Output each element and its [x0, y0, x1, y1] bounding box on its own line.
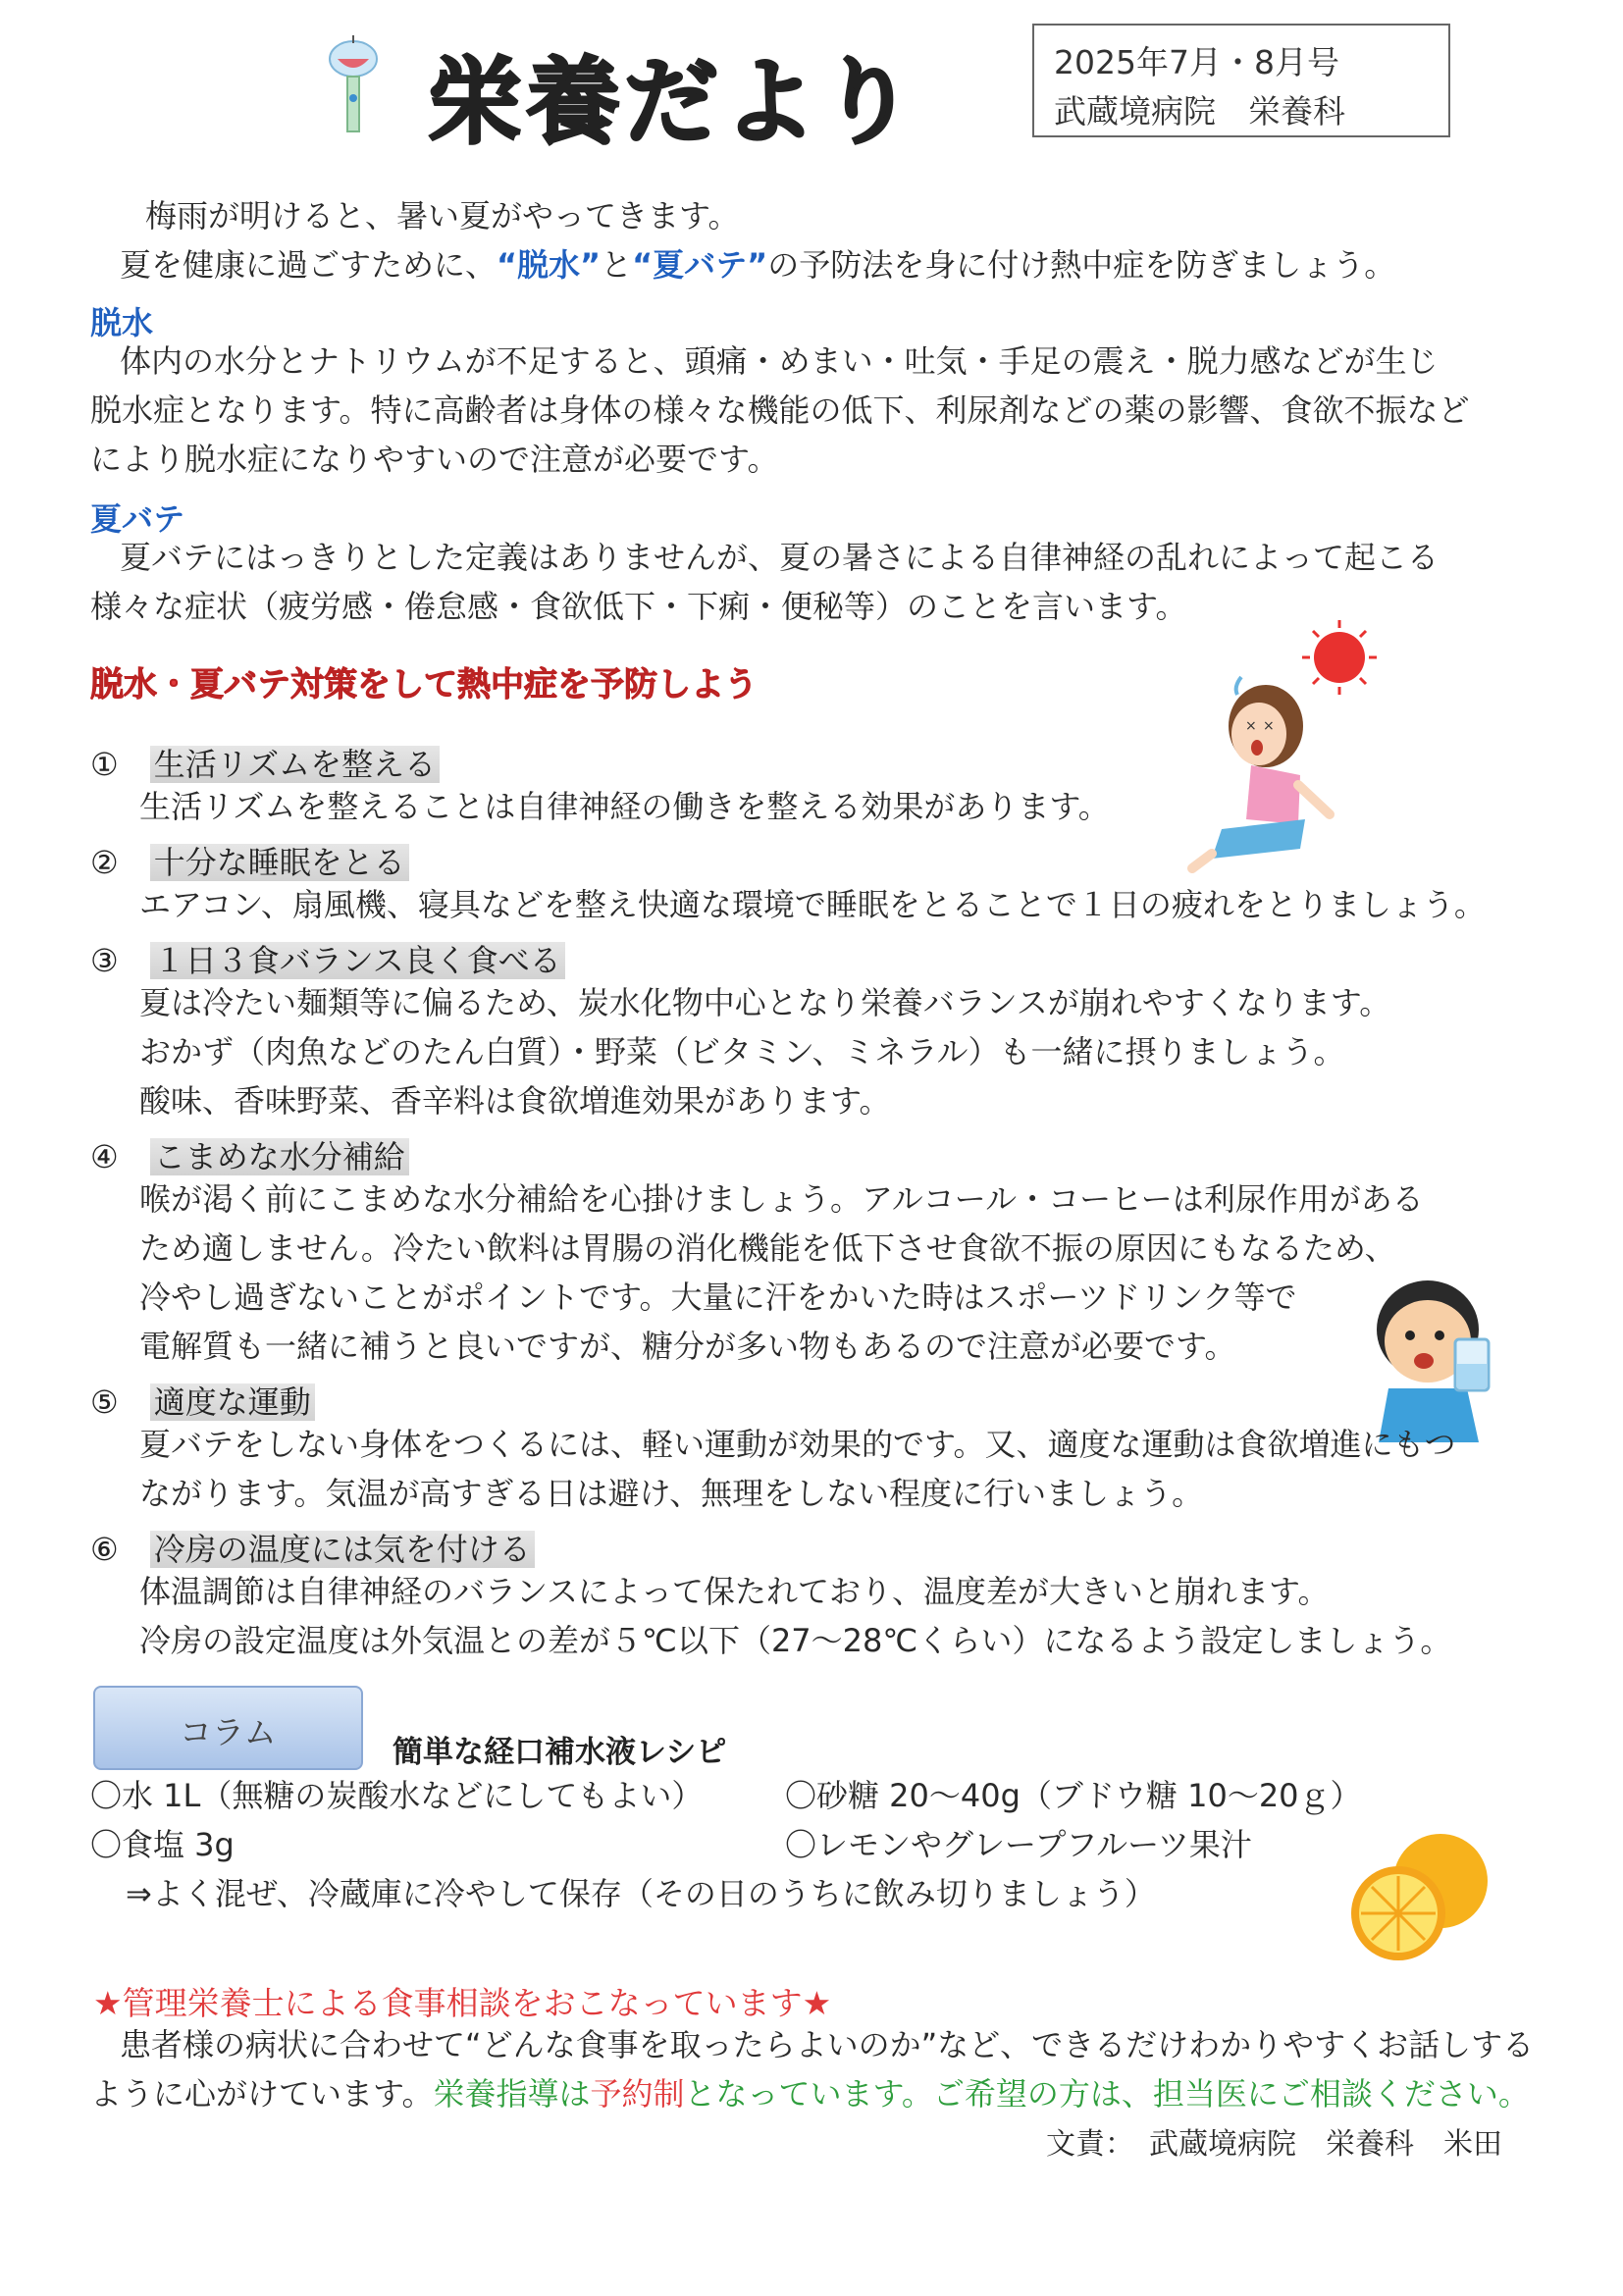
item-text: 体温調節は自律神経のバランスによって保たれており、温度差が大きいと崩れます。	[139, 1573, 1330, 1610]
recipe-title: 簡単な経口補水液レシピ	[393, 1735, 727, 1770]
paragraph-line: により脱水症になりやすいので注意が必要です。	[90, 441, 779, 478]
item-heading-hydration: ④ こまめな水分補給	[90, 1132, 409, 1177]
intro-line-2: 夏を健康に過ごすために、“脱水”と“夏バテ”の予防法を身に付け熱中症を防ぎましょう。	[120, 246, 1396, 284]
item-heading-aircon: ⑥ 冷房の温度には気を付ける	[90, 1525, 535, 1570]
consultation-line-1: 患者様の病状に合わせて“どんな食事を取ったらよいのか”など、できるだけわかりやすくお話しする	[120, 2026, 1535, 2063]
item-heading-meals: ③ １日３食バランス良く食べる	[90, 936, 565, 981]
item-text: 冷房の設定温度は外気温との差が５℃以下（27～28℃くらい）になるよう設定しましょう。	[139, 1622, 1452, 1659]
section-heading-dehydration: 脱水	[90, 304, 154, 341]
item-text: 生活リズムを整えることは自律神経の働きを整える効果があります。	[139, 788, 1110, 825]
issue-date: 2025年7月・8月号	[1054, 43, 1339, 81]
item-text: 夏は冷たい麺類等に偏るため、炭水化物中心となり栄養バランスが崩れやすくなります。	[139, 984, 1391, 1021]
wind-chime-icon	[324, 29, 383, 137]
item-text: 冷やし過ぎないことがポイントです。大量に汗をかいた時はスポーツドリンク等で	[139, 1278, 1297, 1316]
paragraph-line: 様々な症状（疲労感・倦怠感・食欲低下・下痢・便秘等）のことを言います。	[90, 588, 1187, 625]
item-text: ため適しません。冷たい飲料は胃腸の消化機能を低下させ食欲不振の原因にもなるため、	[139, 1229, 1396, 1267]
column-tab	[93, 1686, 363, 1770]
ingredient: 〇レモンやグレープフルーツ果汁	[785, 1826, 1252, 1863]
item-text: 喉が渇く前にこまめな水分補給を心掛けましょう。アルコール・コーヒーは利尿作用がある	[139, 1180, 1424, 1218]
item-heading-exercise: ⑤ 適度な運動	[90, 1378, 315, 1423]
recipe-note: ⇒よく混ぜ、冷蔵庫に冷やして保存（その日のうちに飲み切りましょう）	[126, 1875, 1156, 1912]
intro-line-1: 梅雨が明けると、暑い夏がやってきます。	[145, 197, 740, 235]
item-text: おかず（肉魚などのたん白質）・野菜（ビタミン、ミネラル）も一緒に摂りましょう。	[139, 1033, 1345, 1070]
newsletter-title: 栄養だより	[428, 47, 918, 157]
ingredient: 〇食塩 3g	[90, 1826, 235, 1863]
prevention-title: 脱水・夏バテ対策をして熱中症を予防しよう	[90, 665, 758, 704]
consultation-line-2: ように心がけています。栄養指導は予約制となっています。ご希望の方は、担当医にご相談ください。	[90, 2075, 1530, 2113]
paragraph-line: 体内の水分とナトリウムが不足すると、頭痛・めまい・吐気・手足の震え・脱力感などが生じ	[120, 342, 1439, 380]
boy-drinking-illustration	[1359, 1271, 1531, 1442]
item-text: 電解質も一緒に補うと良いですが、糖分が多い物もあるので注意が必要です。	[139, 1328, 1236, 1365]
department: 武蔵境病院 栄養科	[1054, 92, 1345, 130]
item-text: ながります。気温が高すぎる日は避け、無理をしない程度に行いましょう。	[139, 1475, 1204, 1512]
column-tab-label: コラム	[180, 1713, 277, 1751]
issue-box	[1032, 24, 1450, 137]
paragraph-line: 脱水症となります。特に高齢者は身体の様々な機能の低下、利尿剤などの薬の影響、食欲不振など	[90, 391, 1470, 429]
heatstroke-girl-illustration	[1182, 618, 1398, 873]
item-text: 夏バテをしない身体をつくるには、軽い運動が効果的です。又、適度な運動は食欲増進にもつ	[139, 1426, 1456, 1463]
svg-text:×: ×	[1245, 718, 1257, 734]
signature: 文責： 武蔵境病院 栄養科 米田	[1046, 2127, 1502, 2162]
ingredient: 〇砂糖 20～40g（ブドウ糖 10～20ｇ）	[785, 1777, 1362, 1814]
citrus-illustration	[1344, 1827, 1492, 1964]
ingredient: 〇水 1L（無糖の炭酸水などにしてもよい）	[90, 1777, 704, 1814]
svg-text:×: ×	[1263, 718, 1275, 734]
item-text: エアコン、扇風機、寝具などを整え快適な環境で睡眠をとることで１日の疲れをとりましょう。	[139, 886, 1486, 923]
item-heading-rhythm: ① 生活リズムを整える	[90, 740, 440, 785]
consultation-title: ★管理栄養士による食事相談をおこなっています★	[93, 1984, 832, 2022]
paragraph-line: 夏バテにはっきりとした定義はありませんが、夏の暑さによる自律神経の乱れによって起こる	[120, 539, 1440, 576]
item-text: 酸味、香味野菜、香辛料は食欲増進効果があります。	[139, 1082, 891, 1120]
section-heading-natsubate: 夏バテ	[90, 500, 185, 538]
item-heading-sleep: ② 十分な睡眠をとる	[90, 838, 409, 883]
